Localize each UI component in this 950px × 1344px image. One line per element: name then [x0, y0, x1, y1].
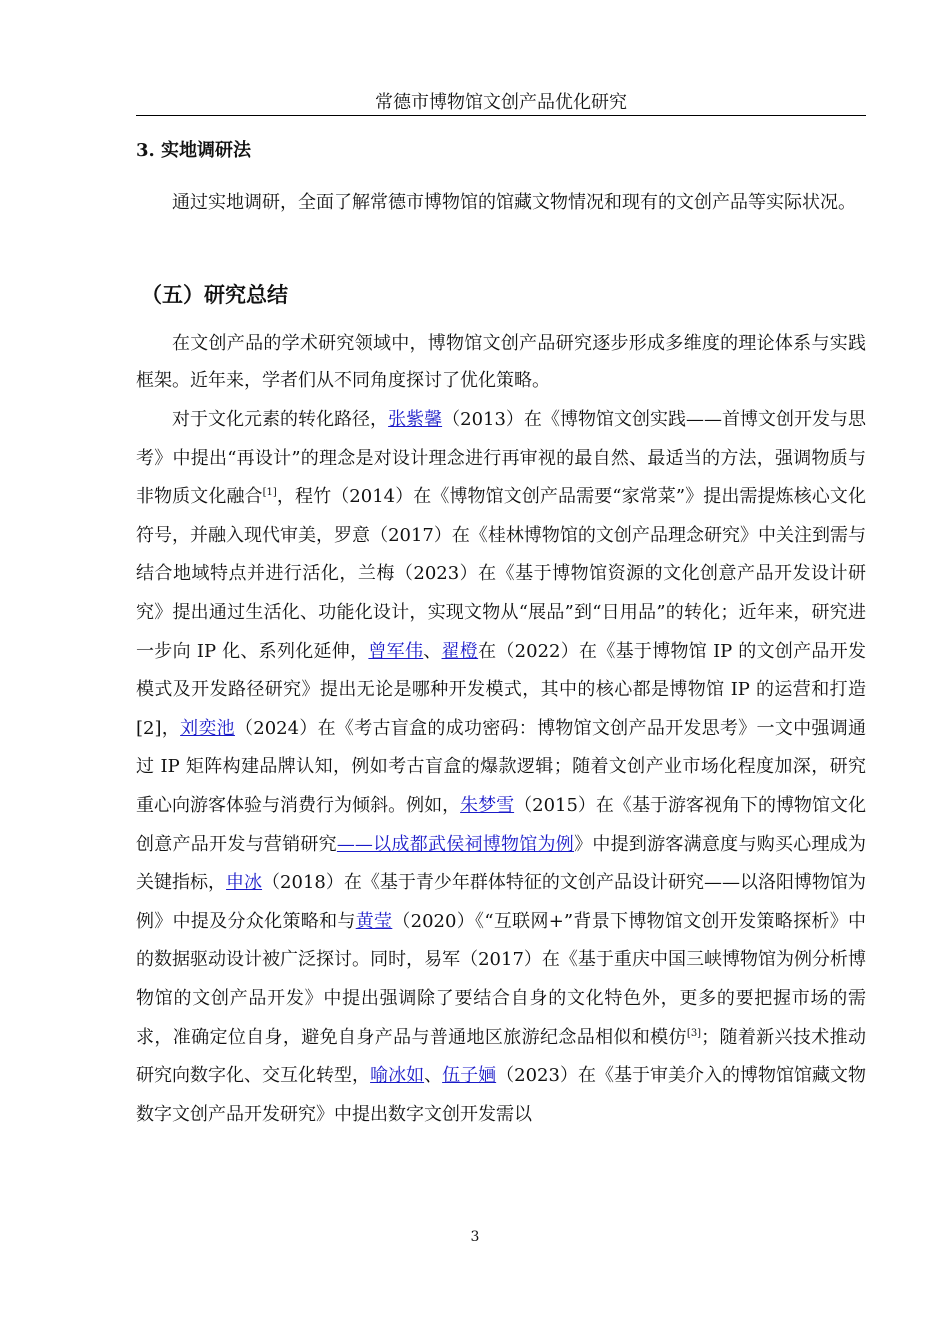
text-run: 》中提到游客满意度与购买心理成为关键指标，	[136, 833, 867, 894]
text-run: 、	[424, 1065, 443, 1087]
paragraph-summary-intro: 在文创产品的学术研究领域中，博物馆文创产品研究逐步形成多维度的理论体系与实践框架。近年来，学者们从不同角度探讨了优化策略。	[136, 333, 866, 391]
author-link[interactable]: 张紫馨	[388, 409, 443, 430]
author-link[interactable]: 翟橙	[441, 640, 479, 662]
text-run: （2015）在《基于游客视角下的博物馆文化创意产品开发与营销研究	[136, 794, 867, 855]
header-rule	[136, 115, 866, 116]
author-link[interactable]: 朱梦雪	[460, 794, 515, 816]
author-link[interactable]: 伍子婳	[442, 1065, 497, 1087]
text-run: （2018）在《基于青少年群体特征的文创产品设计研究——以洛阳博物馆为例》中提及分众化策略和与	[136, 872, 867, 932]
paragraph-literature-review	[136, 401, 866, 1134]
author-link[interactable]: 刘奕池	[180, 717, 235, 739]
text-run: （2024）在《考古盲盒的成功密码：博物馆文创产品开发思考》一文中强调通过 IP 矩阵构建品牌认知，例如考古盲盒的爆款逻辑；随着文创产业市场化程度加深，研究重心向游客体验与消费行为倾斜。例如，	[136, 717, 867, 816]
text-run: 、	[423, 640, 442, 662]
author-link[interactable]: 曾军伟	[368, 640, 424, 662]
text-run: 对于文化元素的转化路径，	[172, 409, 389, 430]
text-run: （2020）《“互联网+”背景下博物馆文创开发策略探析》中的数据驱动设计被广泛探讨。同时，易军（2017）在《基于重庆中国三峡博物馆为例分析博物馆的文创产品开发》中提出强调除了要结合自身的文化特色外，更多的要把握市场的需求，准确定位自身，避免自身产品与普通地区旅游纪念品相似和模仿	[136, 910, 867, 1048]
paragraph-field-research: 通过实地调研，全面了解常德市博物馆的馆藏文物情况和现有的文创产品等实际状况。	[172, 192, 856, 213]
citation-ref: [3]	[686, 1027, 702, 1039]
text-run: （2013）在《博物馆文创实践——首博文创开发与思考》中提出“再设计”的理念是对设计理念进行再审视的最自然、最适当的方法，强调物质与非物质文化融合	[136, 409, 867, 508]
text-run: 在（2022）在《基于博物馆 IP 的文创产品开发模式及开发路径研究》提出无论是哪种开发模式，其中的核心都是博物馆 IP 的运营和打造[2]，	[136, 640, 867, 739]
text-run: ；随着新兴技术推动研究向数字化、交互化转型，	[136, 1026, 867, 1087]
page-number: 3	[470, 1229, 480, 1245]
section-heading: （五）研究总结	[141, 282, 288, 307]
text-run: ，程竹（2014）在《博物馆文创产品需要“家常菜”》提出需提炼核心文化符号，并融入现代审美，罗意（2017）在《桂林博物馆的文创产品理念研究》中关注到需与结合地域特点并进行活化，兰梅（2023）在《基于博物馆资源的文化创意产品开发设计研究》提出通过生活化、功能化设计，实现文物从“展品”到“日用品”的转化；近年来，研究进一步向 IP 化、系列化延伸，	[136, 486, 866, 662]
title-link[interactable]: ——以成都武侯祠博物馆为例	[336, 833, 575, 855]
author-link[interactable]: 黄莹	[355, 910, 393, 932]
running-header: 常德市博物馆文创产品优化研究	[375, 92, 627, 113]
author-link[interactable]: 申冰	[226, 872, 263, 894]
text-run: （2023）在《基于审美介入的博物馆馆藏文物数字文创产品开发研究》中提出数字文创开发需以	[136, 1065, 867, 1125]
author-link[interactable]: 喻冰如	[370, 1065, 425, 1087]
citation-ref: [1]	[262, 487, 277, 499]
subsection-heading: 3. 实地调研法	[136, 140, 252, 161]
